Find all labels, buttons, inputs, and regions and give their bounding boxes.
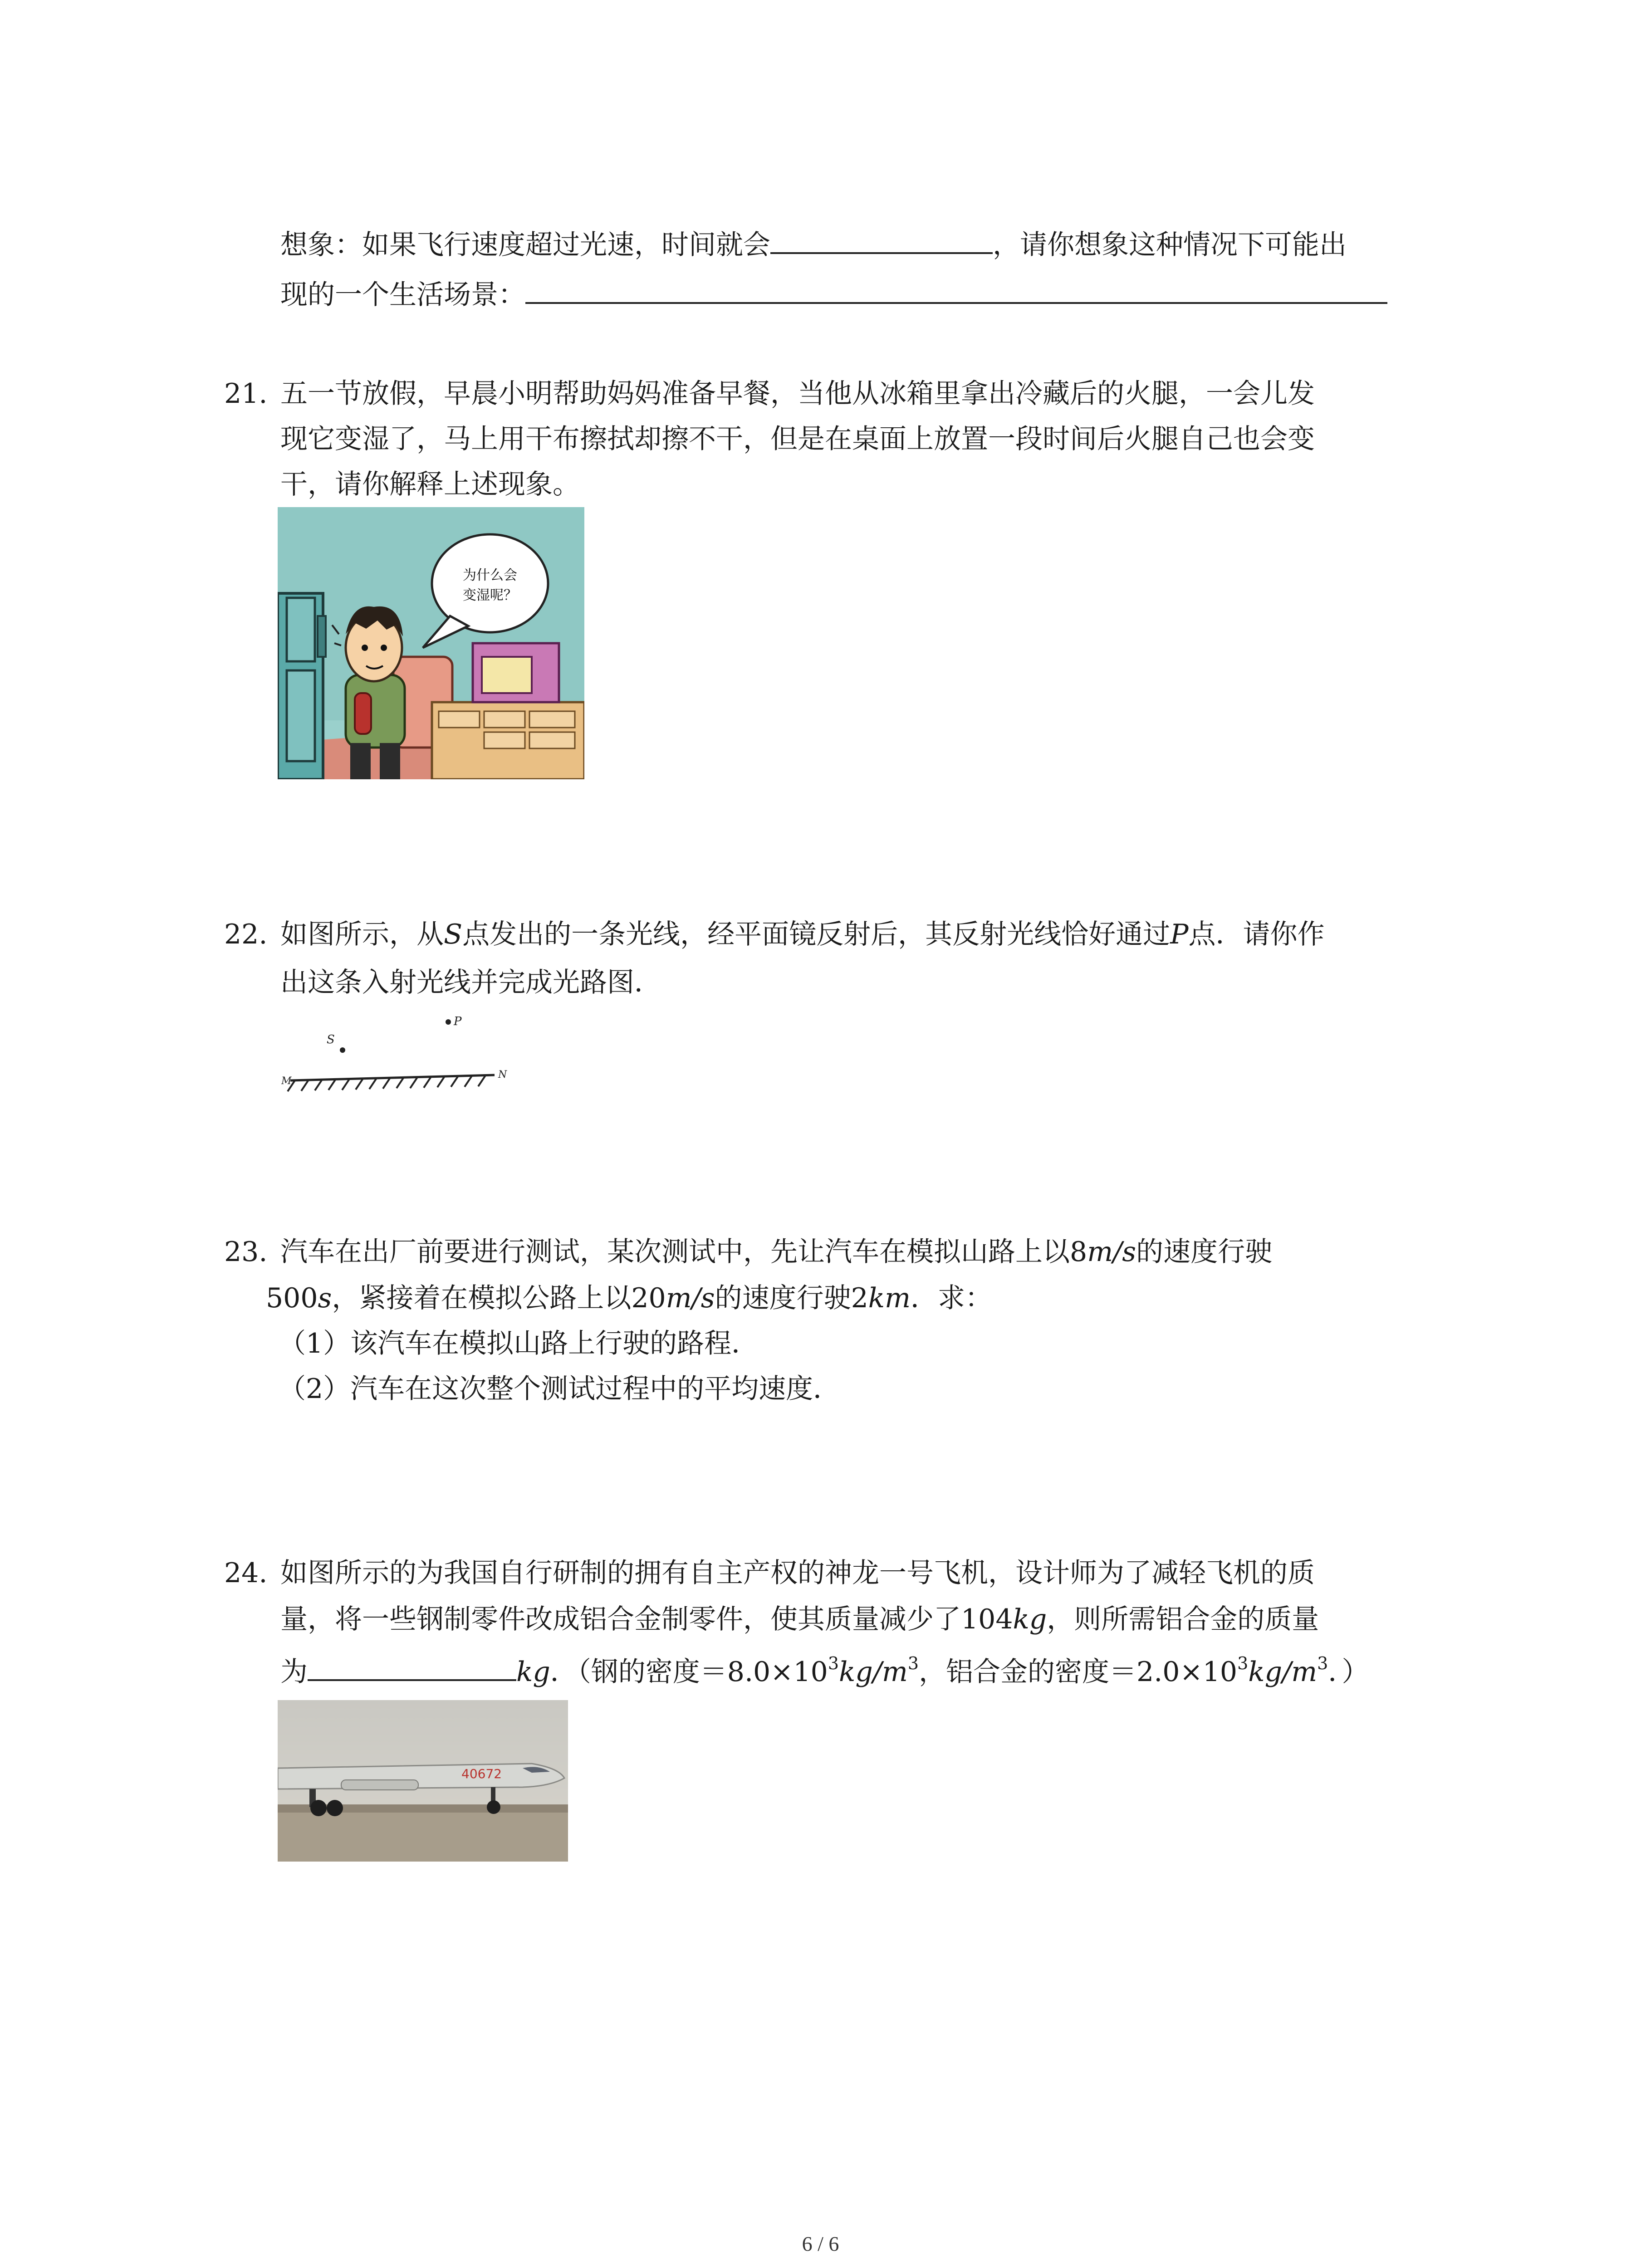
point-s-dot bbox=[340, 1047, 345, 1053]
q23-line1: 汽车在出厂前要进行测试，某次测试中，先让汽车在模拟山路上以8m/s的速度行驶 bbox=[280, 1236, 1273, 1268]
q21-line1: 五一节放假，早晨小明帮助妈妈准备早餐，当他从冰箱里拿出冷藏后的火腿，一会儿发 bbox=[280, 378, 1315, 410]
q21-cartoon-figure bbox=[278, 507, 584, 779]
q20-line2: 现的一个生活场景： bbox=[280, 274, 1387, 313]
q20-scene-blank[interactable] bbox=[525, 274, 1387, 304]
page-number: 6 / 6 bbox=[802, 2232, 839, 2255]
q21-line2: 现它变湿了，马上用干布擦拭却擦不干，但是在桌面上放置一段时间后火腿自己也会变 bbox=[280, 423, 1315, 455]
q24-number: 24. bbox=[224, 1557, 268, 1589]
q23-sub2: （2）汽车在这次整个测试过程中的平均速度． bbox=[279, 1373, 841, 1405]
q23-number: 23. bbox=[224, 1236, 268, 1268]
q23-sub1: （1）该汽车在模拟山路上行驶的路程． bbox=[279, 1328, 759, 1359]
q20-line1: 想象：如果飞行速度超过光速，时间就会 ，请你想象这种情况下可能出 bbox=[280, 224, 1347, 263]
q24-line3: 为 kg．（钢的密度$=8.0\times 10^3kg/m^3$，铝合金的密度$=2.0\times 10^3kg/m^3$．） bbox=[280, 1651, 1369, 1690]
q22-line2: 出这条入射光线并完成光路图． bbox=[280, 967, 661, 998]
q22-mirror-diagram bbox=[281, 1007, 526, 1107]
q21-bubble-text-1: 为什么会 bbox=[463, 567, 517, 583]
q24-answer-blank[interactable] bbox=[308, 1651, 516, 1681]
q21-bubble-text-2: 变湿呢？ bbox=[463, 587, 517, 603]
mirror-label-n: N bbox=[498, 1069, 507, 1080]
q20-answer-blank[interactable] bbox=[770, 224, 993, 254]
q24-plane-photo bbox=[278, 1700, 568, 1862]
mirror-label-m: M bbox=[281, 1075, 292, 1087]
q23-line2: 500s，紧接着在模拟公路上以20m/s的速度行驶2km．求： bbox=[266, 1282, 993, 1314]
plane-tail-number: 40672 bbox=[461, 1766, 502, 1781]
point-p-dot bbox=[446, 1019, 451, 1025]
point-s-label: S bbox=[327, 1033, 335, 1046]
q21-cartoon-illustration bbox=[278, 507, 584, 779]
q24-line2: 量，将一些钢制零件改成铝合金制零件，使其质量减少了104kg，则所需铝合金的质量 bbox=[280, 1603, 1319, 1635]
q22-number: 22. bbox=[224, 919, 268, 950]
q21-line3: 干，请你解释上述现象。 bbox=[280, 469, 580, 500]
q22-line1: 如图所示，从S点发出的一条光线，经平面镜反射后，其反射光线恰好通过P点．请你作 bbox=[280, 919, 1325, 950]
q21-number: 21. bbox=[224, 378, 268, 410]
q22-mirror-svg bbox=[281, 1007, 526, 1107]
q24-plane-image bbox=[278, 1700, 568, 1862]
q24-line1: 如图所示的为我国自行研制的拥有自主产权的神龙一号飞机，设计师为了减轻飞机的质 bbox=[280, 1557, 1315, 1589]
point-p-label: P bbox=[454, 1015, 462, 1028]
